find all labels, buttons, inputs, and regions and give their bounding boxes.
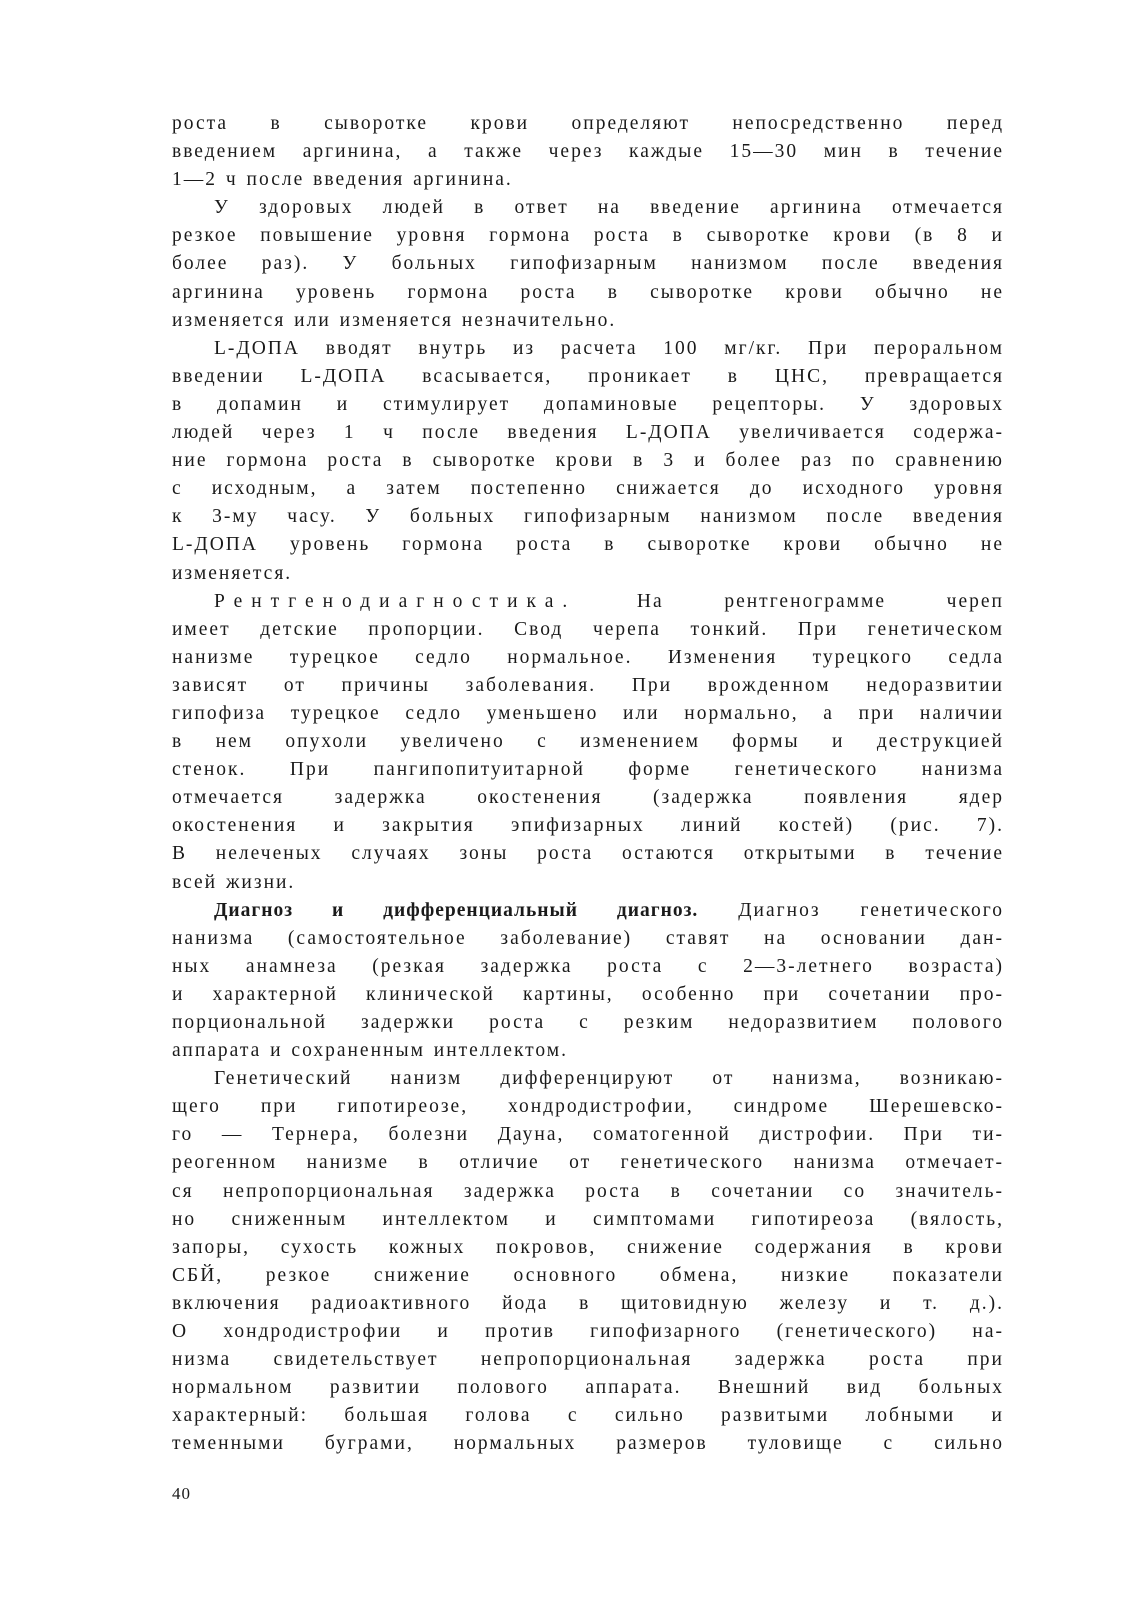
- text-line: нанизме турецкое седло нормальное. Изменения турецкого седла: [172, 646, 1004, 668]
- text-line: но сниженным интеллектом и симптомами гипотиреоза (вялость,: [172, 1208, 1004, 1230]
- text-line: нормальном развитии полового аппарата. Внешний вид больных: [172, 1377, 1004, 1399]
- text-line: изменяется.: [172, 562, 293, 584]
- text-line: введением аргинина, а также через каждые 15—30 мин в течение: [172, 141, 1004, 163]
- text-line: нанизма (самостоятельное заболевание) ставят на основании дан-: [172, 927, 1004, 949]
- text-line: включения радиоактивного йода в щитовидную железу и т. д.).: [172, 1292, 1004, 1314]
- text-line: людей через 1 ч после введения L-ДОПА увеличивается содержа-: [172, 422, 1004, 444]
- text-line: теменными буграми, нормальных размеров туловище с сильно: [172, 1433, 1004, 1455]
- text-line: и характерной клинической картины, особенно при сочетании про-: [172, 983, 1004, 1005]
- text-line: [172, 897, 1004, 925]
- heading-continuation: На рентгенограмме череп: [576, 590, 1004, 612]
- text-line: с исходным, а затем постепенно снижается до исходного уровня: [172, 478, 1004, 500]
- text-line: окостенения и закрытия эпифизарных линий костей) (рис. 7).: [172, 815, 1004, 837]
- text-line: введении L-ДОПА всасывается, проникает в ЦНС, превращается: [172, 365, 1004, 387]
- text-line: L-ДОПА уровень гормона роста в сыворотке крови обычно не: [172, 534, 1004, 556]
- text-line: имеет детские пропорции. Свод черепа тонкий. При генетическом: [172, 618, 1004, 640]
- text-line: всей жизни.: [172, 871, 296, 893]
- text-line: щего при гипотиреозе, хондродистрофии, синдроме Шерешевско-: [172, 1096, 1004, 1118]
- text-line: аппарата и сохраненным интеллектом.: [172, 1040, 569, 1062]
- text-line: запоры, сухость кожных покровов, снижение содержания в крови: [172, 1236, 1004, 1258]
- text-line: резкое повышение уровня гормона роста в сыворотке крови (в 8 и: [172, 225, 1004, 247]
- page-body: [172, 110, 1004, 1459]
- text-line: более раз). У больных гипофизарным нанизмом после введения: [172, 253, 1004, 275]
- text-line: изменяется или изменяется незначительно.: [172, 309, 617, 331]
- text-line: ся непропорциональная задержка роста в сочетании со значитель-: [172, 1180, 1004, 1202]
- heading-continuation: Диагноз генетического: [698, 899, 1004, 921]
- text-line: зависят от причины заболевания. При врожденном недоразвитии: [172, 674, 1004, 696]
- text-line: порциональной задержки роста с резким недоразвитием полового: [172, 1012, 1004, 1033]
- text-line: в допамин и стимулирует допаминовые рецепторы. У здоровых: [172, 393, 1004, 415]
- text-line: 1—2 ч после введения аргинина.: [172, 169, 513, 191]
- text-line: В нелеченых случаях зоны роста остаются открытыми в течение: [172, 843, 1004, 865]
- text-line: [172, 588, 1004, 616]
- text-line: го — Тернера, болезни Дауна, соматогенной дистрофии. При ти-: [172, 1124, 1004, 1146]
- text-line: отмечается задержка окостенения (задержка появления ядер: [172, 787, 1004, 809]
- section-heading-bold: Диагноз и дифференциальный диагноз.: [214, 899, 699, 921]
- text-line: L-ДОПА вводят внутрь из расчета 100 мг/кг. При пероральном: [214, 337, 1004, 359]
- text-line: характерный: большая голова с сильно развитыми лобными и: [172, 1405, 1004, 1427]
- text-line: ние гормона роста в сыворотке крови в 3 и более раз по сравнению: [172, 450, 1004, 472]
- text-line: У здоровых людей в ответ на введение аргинина отмечается: [214, 197, 1004, 219]
- text-line: к 3-му часу. У больных гипофизарным нанизмом после введения: [172, 506, 1004, 528]
- text-line: гипофиза турецкое седло уменьшено или нормально, а при наличии: [172, 702, 1004, 724]
- text-line: Генетический нанизм дифференцируют от нанизма, возникаю-: [214, 1068, 1004, 1090]
- text-line: стенок. При пангипопитуитарной форме генетического нанизма: [172, 759, 1004, 781]
- text-line: реогенном нанизме в отличие от генетического нанизма отмечает-: [172, 1152, 1004, 1174]
- text-line: ных анамнеза (резкая задержка роста с 2—3-летнего возраста): [172, 955, 1004, 977]
- text-line: в нем опухоли увеличено с изменением формы и деструкцией: [172, 731, 1004, 753]
- text-line: СБЙ, резкое снижение основного обмена, низкие показатели: [172, 1264, 1004, 1286]
- text-line: аргинина уровень гормона роста в сыворотке крови обычно не: [172, 281, 1004, 303]
- text-line: низма свидетельствует непропорциональная задержка роста при: [172, 1349, 1004, 1371]
- text-line: роста в сыворотке крови определяют непосредственно перед: [172, 113, 1004, 134]
- text-line: О хондродистрофии и против гипофизарного (генетического) на-: [172, 1321, 1004, 1343]
- page-number: 40: [172, 1484, 191, 1503]
- section-heading-spaced: Рентгенодиагностика.: [214, 590, 577, 612]
